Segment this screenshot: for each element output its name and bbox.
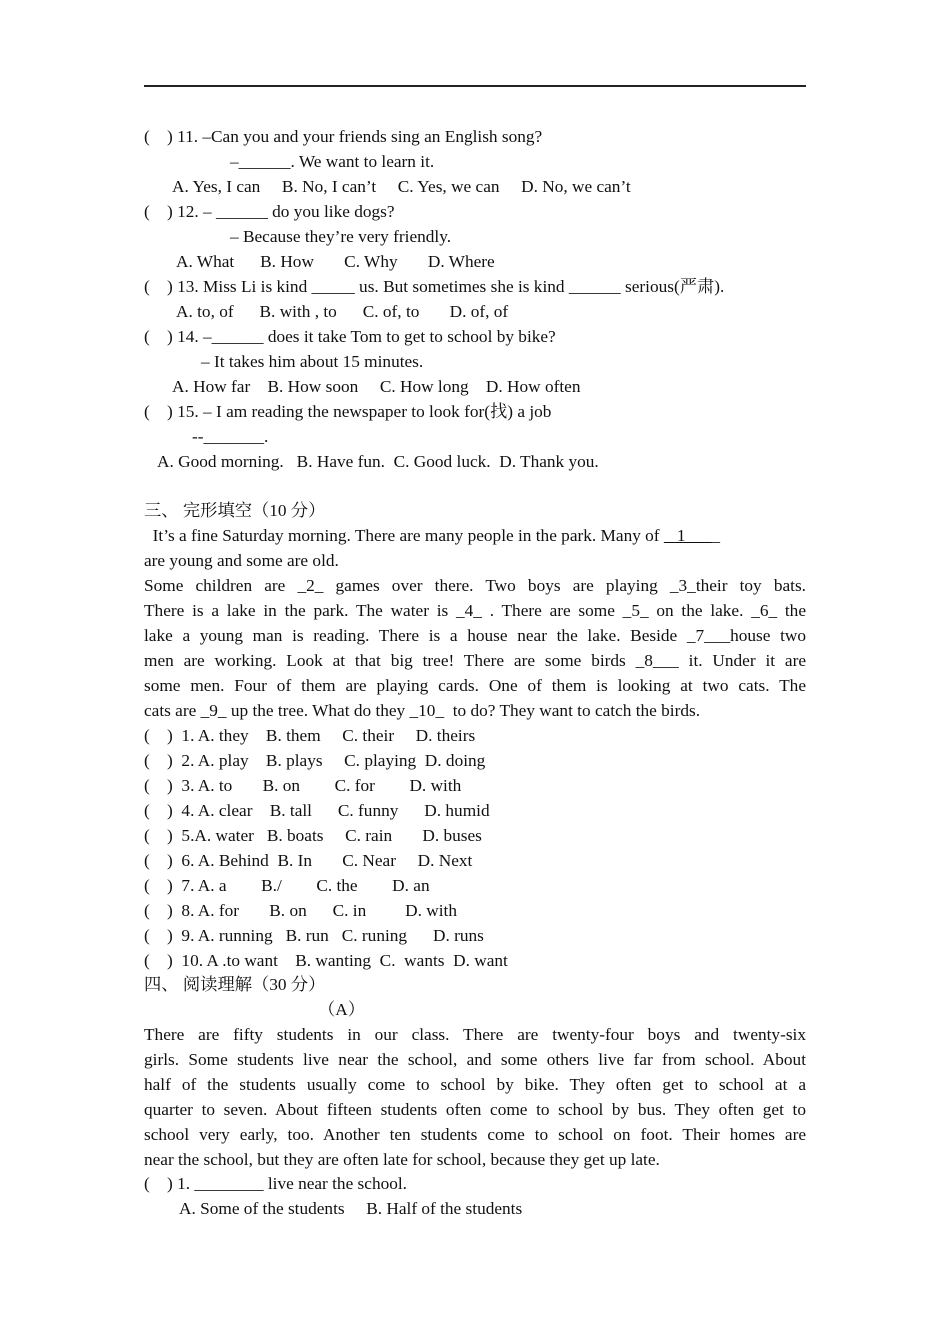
q15-options: A. Good morning. B. Have fun. C. Good luck. D. Thank you. (157, 452, 599, 471)
reading-passage-last-line: near the school, but they are often late for school, because they get up late. (144, 1150, 660, 1169)
q11-stem: ( ) 11. –Can you and your friends sing an English song? (144, 127, 543, 146)
reading-passage-line: school very early, too. Another ten students come to school on foot. Their homes are (144, 1125, 806, 1144)
cloze-item: ( ) 2. A. play B. plays C. playing D. doing (144, 751, 486, 770)
reading-q1-options: A. Some of the students B. Half of the students (179, 1199, 523, 1218)
reading-passage-line: quarter to seven. About fifteen students often come to school by bus. They often get to (144, 1100, 806, 1119)
cloze-item: ( ) 7. A. a B./ C. the D. an (144, 876, 430, 895)
q15-reply: --_______. (192, 427, 269, 446)
cloze-blank-1: _1___ (663, 526, 712, 545)
reading-q1-stem: ( ) 1. ________ live near the school. (144, 1174, 407, 1193)
header-rule (144, 85, 806, 87)
cloze-paragraph-2-line: There is a lake in the park. The water is _4_ . There are some _5_ on the lake. _6_ the (144, 601, 806, 620)
cloze-item: ( ) 4. A. clear B. tall C. funny D. humid (144, 801, 490, 820)
q14-stem: ( ) 14. –______ does it take Tom to get to school by bike? (144, 327, 556, 346)
cloze-paragraph-2-line: some men. Four of them are playing cards. One of them is looking at two cats. The (144, 676, 806, 695)
cloze-p1-text: It’s a fine Saturday morning. There are many people in the park. Many of (144, 526, 664, 545)
cloze-item: ( ) 9. A. running B. run C. runing D. runs (144, 926, 484, 945)
cloze-paragraph-2-line: Some children are _2_ games over there. Two boys are playing _3_their toy bats. (144, 576, 806, 595)
cloze-paragraph-2-line: lake a young man is reading. There is a house near the lake. Beside _7___house two (144, 626, 806, 645)
q11-reply: –______. We want to learn it. (230, 152, 435, 171)
reading-heading: 四、 阅读理解（30 分） (144, 975, 326, 994)
q15-stem: ( ) 15. – I am reading the newspaper to look for(找) a job (144, 402, 552, 421)
reading-passage-line: girls. Some students live near the school, and some others live far from school. About (144, 1050, 806, 1069)
cloze-item: ( ) 6. A. Behind B. In C. Near D. Next (144, 851, 473, 870)
cloze-item: ( ) 5.A. water B. boats C. rain D. buses (144, 826, 482, 845)
q13-options: A. to, of B. with , to C. of, to D. of, of (176, 302, 509, 321)
cloze-item: ( ) 10. A .to want B. wanting C. wants D. want (144, 951, 508, 970)
cloze-paragraph-2-line: men are working. Look at that big tree! There are some birds _8___ it. Under it are (144, 651, 806, 670)
cloze-item: ( ) 3. A. to B. on C. for D. with (144, 776, 462, 795)
q12-stem: ( ) 12. – ______ do you like dogs? (144, 202, 395, 221)
cloze-paragraph-1-line-2: are young and some are old. (144, 551, 339, 570)
reading-passage-line: half of the students usually come to school by bike. They often get to school at a (144, 1075, 806, 1094)
q12-reply: – Because they’re very friendly. (230, 227, 452, 246)
cloze-item: ( ) 1. A. they B. them C. their D. theirs (144, 726, 476, 745)
q13-stem: ( ) 13. Miss Li is kind _____ us. But sometimes she is kind ______ serious(严肃). (144, 277, 725, 296)
reading-passage-line: There are fifty students in our class. There are twenty-four boys and twenty-six (144, 1025, 806, 1044)
reading-subheading: （A） (318, 1000, 366, 1019)
cloze-heading: 三、 完形填空（10 分） (144, 501, 326, 520)
cloze-paragraph-2-last-line: cats are _9_ up the tree. What do they _10_ to do? They want to catch the birds. (144, 701, 701, 720)
cloze-item: ( ) 8. A. for B. on C. in D. with (144, 901, 457, 920)
q14-reply: – It takes him about 15 minutes. (201, 352, 424, 371)
cloze-paragraph-1-line-1 (144, 523, 806, 548)
q11-options: A. Yes, I can B. No, I can’t C. Yes, we can D. No, we can’t (172, 177, 631, 196)
q12-options: A. What B. How C. Why D. Where (176, 252, 495, 271)
cloze-p1-end: _ (711, 526, 721, 545)
q14-options: A. How far B. How soon C. How long D. How often (172, 377, 581, 396)
